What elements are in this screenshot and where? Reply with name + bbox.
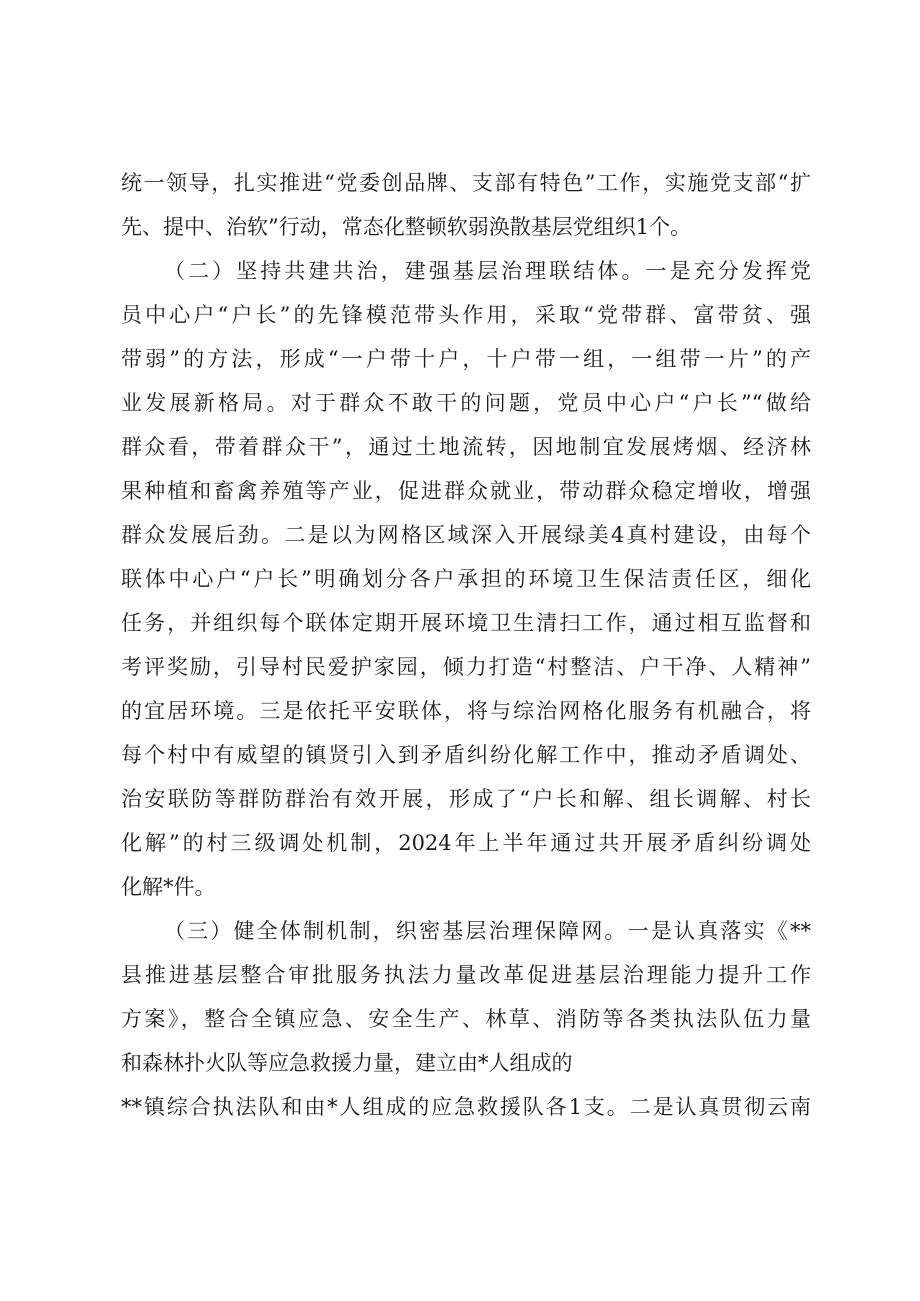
body-text-line: 化解*件。 — [121, 875, 216, 899]
body-text-line: 带弱”的方法，形成“一户带十户，十户带一组，一组带一片”的产 — [121, 347, 811, 371]
body-text-line: 业发展新格局。对于群众不敢干的问题，党员中心户“户长”“做给 — [121, 391, 811, 415]
body-text-line: 县推进基层整合审批服务执法力量改革促进基层治理能力提升工作 — [121, 963, 811, 987]
body-text-line: 化解”的村三级调处机制，2024年上半年通过共开展矛盾纠纷调处 — [121, 831, 811, 855]
body-text-line: 员中心户“户长”的先锋模范带头作用，采取“党带群、富带贫、强 — [121, 303, 811, 327]
body-text-line: 方案》，整合全镇应急、安全生产、林草、消防等各类执法队伍力量 — [121, 1007, 811, 1031]
body-text-line: 群众看，带着群众干”，通过土地流转，因地制宜发展烤烟、经济林 — [121, 435, 811, 459]
section-heading-line: （三）健全体制机制，织密基层治理保障网。一是认真落实《** — [164, 919, 811, 943]
body-text-line: 先、提中、治软”行动，常态化整顿软弱涣散基层党组织1个。 — [121, 215, 692, 239]
body-text-line: 联体中心户“户长”明确划分各户承担的环境卫生保洁责任区，细化 — [121, 567, 811, 591]
body-text-line: 治安联防等群防群治有效开展，形成了“户长和解、组长调解、村长 — [121, 787, 811, 811]
section-heading-line: （二）坚持共建共治，建强基层治理联结体。一是充分发挥党 — [164, 259, 811, 283]
body-text-line: 每个村中有威望的镇贤引入到矛盾纠纷化解工作中，推动矛盾调处、 — [121, 743, 811, 767]
body-text-line: 的宜居环境。三是依托平安联体，将与综治网格化服务有机融合，将 — [121, 699, 811, 723]
body-text-line: 群众发展后劲。二是以为网格区域深入开展绿美4真村建设，由每个 — [121, 523, 811, 547]
body-text-line: 任务，并组织每个联体定期开展环境卫生清扫工作，通过相互监督和 — [121, 611, 811, 635]
body-text-line: 考评奖励，引导村民爱护家园，倾力打造“村整洁、户干净、人精神” — [121, 655, 811, 679]
body-text-line: 统一领导，扎实推进“党委创品牌、支部有特色”工作，实施党支部“扩 — [121, 171, 811, 195]
body-text-line: 和森林扑火队等应急救援力量，建立由*人组成的 — [121, 1051, 573, 1075]
body-text-line: **镇综合执法队和由*人组成的应急救援队各1支。二是认真贯彻云南 — [121, 1095, 811, 1119]
body-text-line: 果种植和畜禽养殖等产业，促进群众就业，带动群众稳定增收，增强 — [121, 479, 811, 503]
